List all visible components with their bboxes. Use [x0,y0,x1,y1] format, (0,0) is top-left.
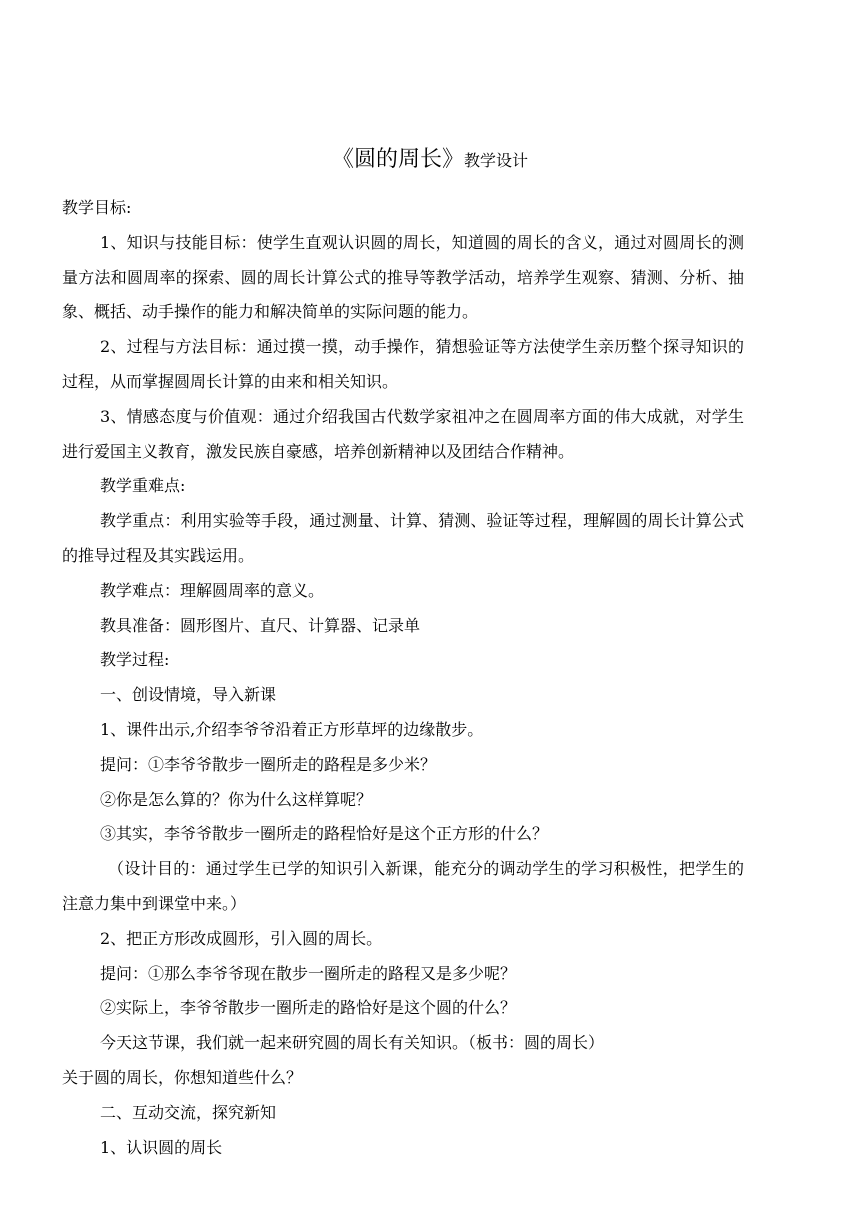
paragraph-objective-1: 1、知识与技能目标：使学生直观认识圆的周长，知道圆的周长的含义，通过对圆周长的测量方法和圆周率的探索、圆的周长计算公式的推导等教学活动，培养学生观察、猜测、分析、抽象、概括、动手操作的能力和解决简单的实际问题的能力。 [62,232,744,322]
paragraph-what-to-know: 关于圆的周长，你想知道些什么？ [62,1067,303,1087]
paragraph-key-point: 教学重点：利用实验等手段，通过测量、计算、猜测、验证等过程，理解圆的周长计算公式的推导过程及其实践运用。 [62,511,744,565]
paragraph-question-5: ②实际上，李爷爷散步一圈所走的路恰好是这个圆的什么？ [100,998,517,1018]
paragraph-materials: 教具准备：圆形图片、直尺、计算器、记录单 [100,615,421,635]
paragraph-question-4: 提问：①那么李爷爷现在散步一圈所走的路程又是多少呢？ [100,963,517,983]
document-body [62,191,744,1165]
paragraph-difficulty: 教学难点：理解圆周率的意义。 [100,580,325,600]
section-heading-key-points: 教学重难点: [100,476,186,496]
paragraph-objective-2: 2、过程与方法目标：通过摸一摸，动手操作，猜想验证等方法使学生亲历整个探寻知识的过程，从而掌握圆周长计算的由来和相关知识。 [62,337,744,391]
paragraph-objective-3: 3、情感态度与价值观：通过介绍我国古代数学家祖冲之在圆周率方面的伟大成就，对学生进行爱国主义教育，激发民族自豪感，培养创新精神以及团结合作精神。 [62,406,744,461]
paragraph-design-purpose: （设计目的：通过学生已学的知识引入新课，能充分的调动学生的学习积极性，把学生的注意力集中到课堂中来。） [62,859,744,913]
title-sub: 教学设计 [464,151,529,170]
document-title [0,144,860,177]
paragraph-question-3: ③其实，李爷爷散步一圈所走的路程恰好是这个正方形的什么？ [100,824,549,844]
paragraph-question-1: 提问：①李爷爷散步一圈所走的路程是多少米？ [100,754,437,774]
paragraph-step-3: 1、认识圆的周长 [100,1137,223,1157]
section-heading-part-2: 二、互动交流，探究新知 [100,1102,277,1122]
section-heading-objectives: 教学目标: [62,198,132,217]
paragraph-step-2: 2、把正方形改成圆形，引入圆的周长。 [100,928,383,948]
paragraph-question-2: ②你是怎么算的？你为什么这样算呢？ [100,789,373,809]
paragraph-lesson-intro: 今天这节课，我们就一起来研究圆的周长有关知识。（板书：圆的周长） [100,1033,605,1053]
section-heading-part-1: 一、创设情境，导入新课 [100,685,277,705]
section-heading-process: 教学过程: [100,650,170,670]
title-main: 《圆的周长》 [331,147,464,172]
paragraph-step-1: 1、课件出示,介绍李爷爷沿着正方形草坪的边缘散步。 [100,719,484,739]
